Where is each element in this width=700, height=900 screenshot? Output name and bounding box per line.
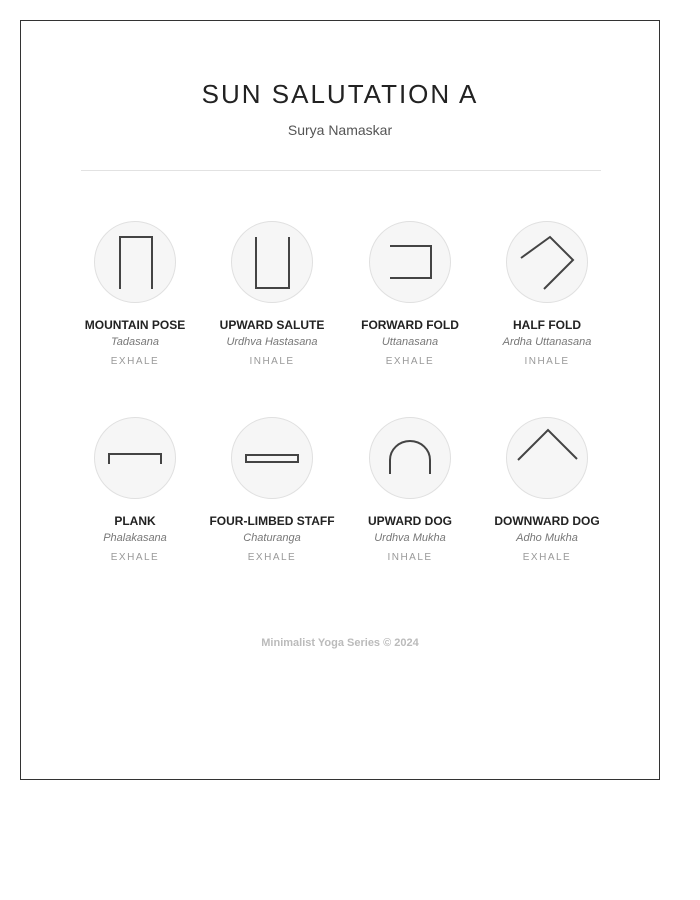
pose-sanskrit-name: Phalakasana xyxy=(103,532,167,544)
pose-illustration xyxy=(231,417,313,499)
plank-icon xyxy=(95,418,175,498)
pose-sanskrit-name: Uttanasana xyxy=(381,336,439,348)
pose-name: UPWARD SALUTE xyxy=(219,318,325,332)
pose-card-upward-dog xyxy=(341,417,479,564)
pose-name: MOUNTAIN POSE xyxy=(84,318,186,332)
pose-illustration xyxy=(369,221,451,303)
pose-card-downward-dog xyxy=(478,417,616,564)
pose-card-upward-salute xyxy=(203,221,341,368)
page-title: SUN SALUTATION A xyxy=(201,79,479,109)
pose-breath: EXHALE xyxy=(522,552,572,563)
page-subtitle: Surya Namaskar xyxy=(287,122,393,138)
pose-breath: INHALE xyxy=(249,356,295,367)
pose-sanskrit-name: Chaturanga xyxy=(243,532,301,544)
pose-name: HALF FOLD xyxy=(513,318,581,332)
downward-dog-icon xyxy=(507,418,587,498)
pose-card-four-limbed-staff xyxy=(203,417,341,564)
sequence-card xyxy=(20,20,660,780)
pose-name: UPWARD DOG xyxy=(368,514,452,528)
pose-card-half-fold xyxy=(478,221,616,368)
pose-name: DOWNWARD DOG xyxy=(494,514,600,528)
pose-sanskrit-name: Urdhva Hastasana xyxy=(226,336,318,348)
header-divider xyxy=(81,170,601,171)
pose-breath: INHALE xyxy=(387,552,433,563)
pose-sanskrit-name: Adho Mukha xyxy=(516,532,578,544)
pose-card-mountain-pose xyxy=(66,221,204,368)
pose-illustration xyxy=(94,221,176,303)
footer-copyright: Minimalist Yoga Series © 2024 xyxy=(261,637,419,649)
pose-card-plank xyxy=(66,417,204,564)
pose-sanskrit-name: Urdhva Mukha xyxy=(374,532,446,544)
pose-illustration xyxy=(94,417,176,499)
pose-name: FORWARD FOLD xyxy=(361,318,459,332)
pose-breath: EXHALE xyxy=(110,356,160,367)
forward-fold-icon xyxy=(370,222,450,302)
half-fold-icon xyxy=(507,222,587,302)
pose-name: FOUR-LIMBED STAFF xyxy=(209,514,335,528)
pose-sanskrit-name: Tadasana xyxy=(111,336,159,348)
pose-breath: EXHALE xyxy=(110,552,160,563)
upward-salute-icon xyxy=(232,222,312,302)
pose-breath: EXHALE xyxy=(247,552,297,563)
pose-illustration xyxy=(231,221,313,303)
pose-breath: EXHALE xyxy=(385,356,435,367)
pose-illustration xyxy=(506,417,588,499)
pose-name: PLANK xyxy=(114,514,156,528)
pose-card-forward-fold xyxy=(341,221,479,368)
upward-dog-icon xyxy=(370,418,450,498)
four-limbed-staff-icon xyxy=(232,418,312,498)
pose-sanskrit-name: Ardha Uttanasana xyxy=(502,336,592,348)
pose-breath: INHALE xyxy=(524,356,570,367)
pose-illustration xyxy=(369,417,451,499)
mountain-pose-icon xyxy=(95,222,175,302)
pose-illustration xyxy=(506,221,588,303)
